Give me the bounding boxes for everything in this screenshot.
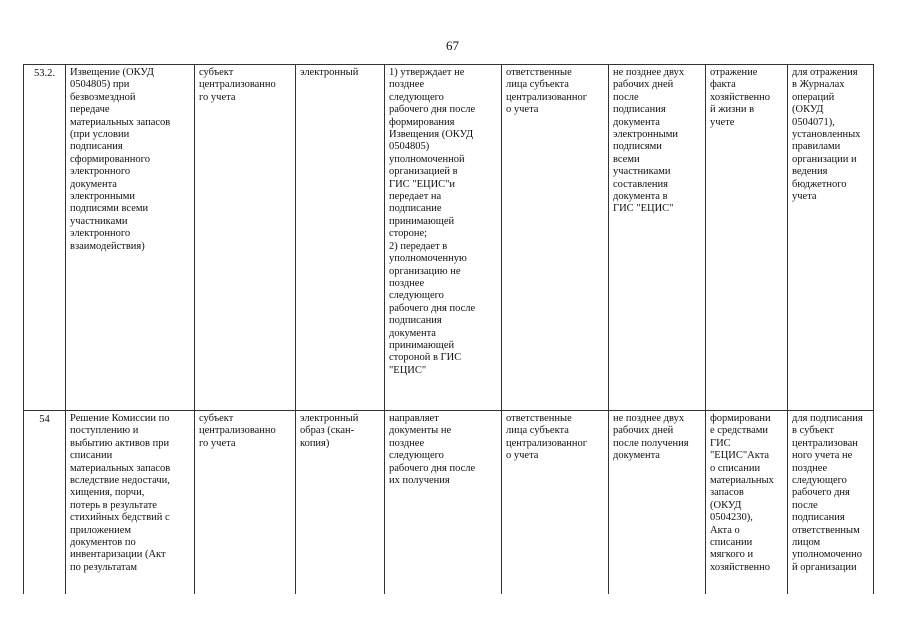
format-cell: электронный образ (скан- копия)	[296, 411, 385, 595]
action-cell: 1) утверждает не позднее следующего рабочего дня после формирования Извещения (ОКУД 0504805) уполномоченной организацией в ГИС "ЕЦИС"и передает на подписание принимающей стороне; 2) передает в уполномоченную организацию не позднее следующего рабочего дня после подписания документа принимающей стороной в ГИС "ЕЦИС"	[385, 65, 502, 411]
table-row	[24, 65, 874, 411]
document-name-cell: Решение Комиссии по поступлению и выбытию активов при списании материальных запасов вследствие недостачи, хищения, порчи, потерь в результате стихийных бедствий с приложением документов по инвентаризации (Акт по результатам	[66, 411, 195, 595]
creator-cell: субъект централизованно го учета	[195, 411, 296, 595]
responsible-cell: ответственные лица субъекта централизованног о учета	[502, 411, 609, 595]
action-cell: направляет документы не позднее следующего рабочего дня после их получения	[385, 411, 502, 595]
document-name-cell: Извещение (ОКУД 0504805) при безвозмездной передаче материальных запасов (при условии подписания сформированного электронного документа электронными подписями всеми участниками электронного взаимодействия)	[66, 65, 195, 411]
deadline-cell: не позднее двух рабочих дней после подписания документа электронными подписями всеми участниками составления документа в ГИС "ЕЦИС"	[609, 65, 706, 411]
creator-cell: субъект централизованно го учета	[195, 65, 296, 411]
reflection-cell: отражение факта хозяйственно й жизни в учете	[706, 65, 788, 411]
format-cell: электронный	[296, 65, 385, 411]
purpose-cell: для подписания в субъект централизован ного учета не позднее следующего рабочего дня после подписания ответственным лицом уполномоченно й организации	[788, 411, 874, 595]
deadline-cell: не позднее двух рабочих дней после получения документа	[609, 411, 706, 595]
row-number: 53.2.	[24, 65, 66, 411]
row-number: 54	[24, 411, 66, 595]
document-table	[23, 64, 874, 594]
purpose-cell: для отражения в Журналах операций (ОКУД 0504071), установленных правилами организации и ведения бюджетного учета	[788, 65, 874, 411]
reflection-cell: формировани е средствами ГИС "ЕЦИС"Акта о списании материальных запасов (ОКУД 0504230), Акта о списании мягкого и хозяйственно	[706, 411, 788, 595]
table-row	[24, 411, 874, 595]
responsible-cell: ответственные лица субъекта централизованног о учета	[502, 65, 609, 411]
page-number: 67	[446, 38, 459, 53]
